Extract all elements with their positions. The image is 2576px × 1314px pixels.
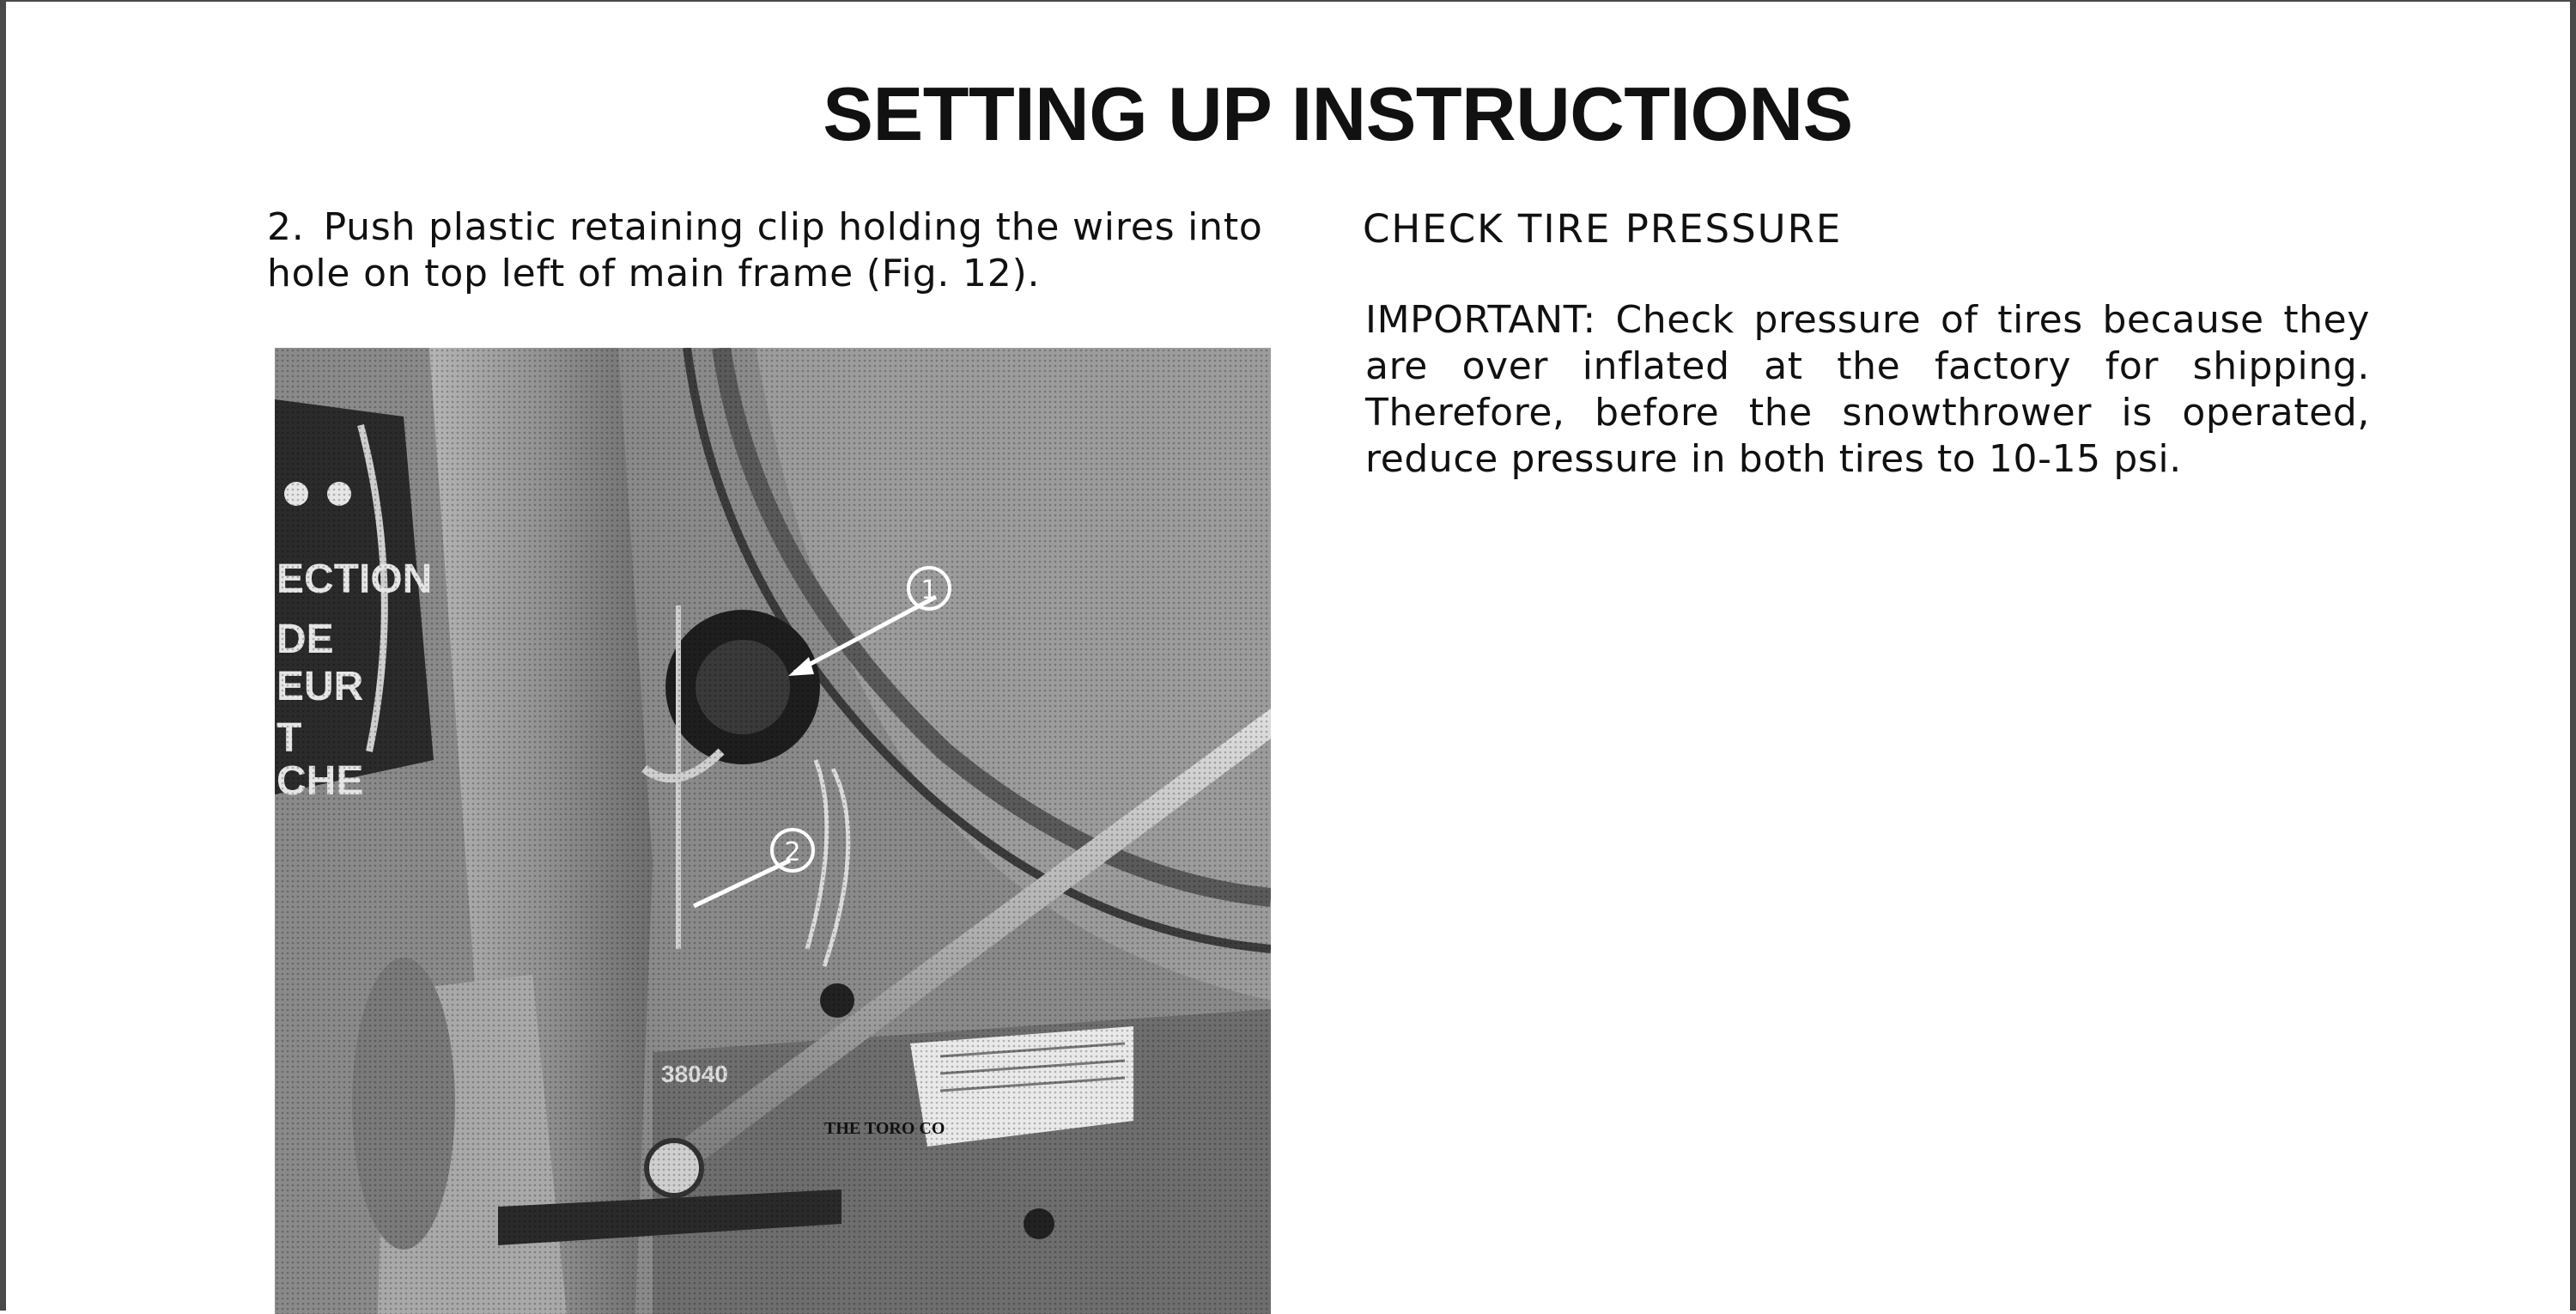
step-text: Push plastic retaining clip holding the wires into hole on top left of main frame (Fig. 12).: [267, 205, 1263, 295]
important-note: IMPORTANT: Check pressure of tires because they are over inflated at the factory for shipping. Therefore, before the snowthrower is operated, reduce pressure in both tires to 10-15 psi.: [1365, 298, 2370, 481]
callout-1-label: 1: [920, 575, 938, 605]
step-number: 2.: [267, 205, 305, 249]
callout-2-label: 2: [784, 837, 801, 867]
step-2-instruction: [267, 204, 1280, 297]
page-title: SETTING UP INSTRUCTIONS: [823, 71, 1853, 156]
check-tire-pressure-heading: CHECK TIRE PRESSURE: [1363, 206, 1843, 252]
figure-12-photo: [275, 348, 1271, 1314]
